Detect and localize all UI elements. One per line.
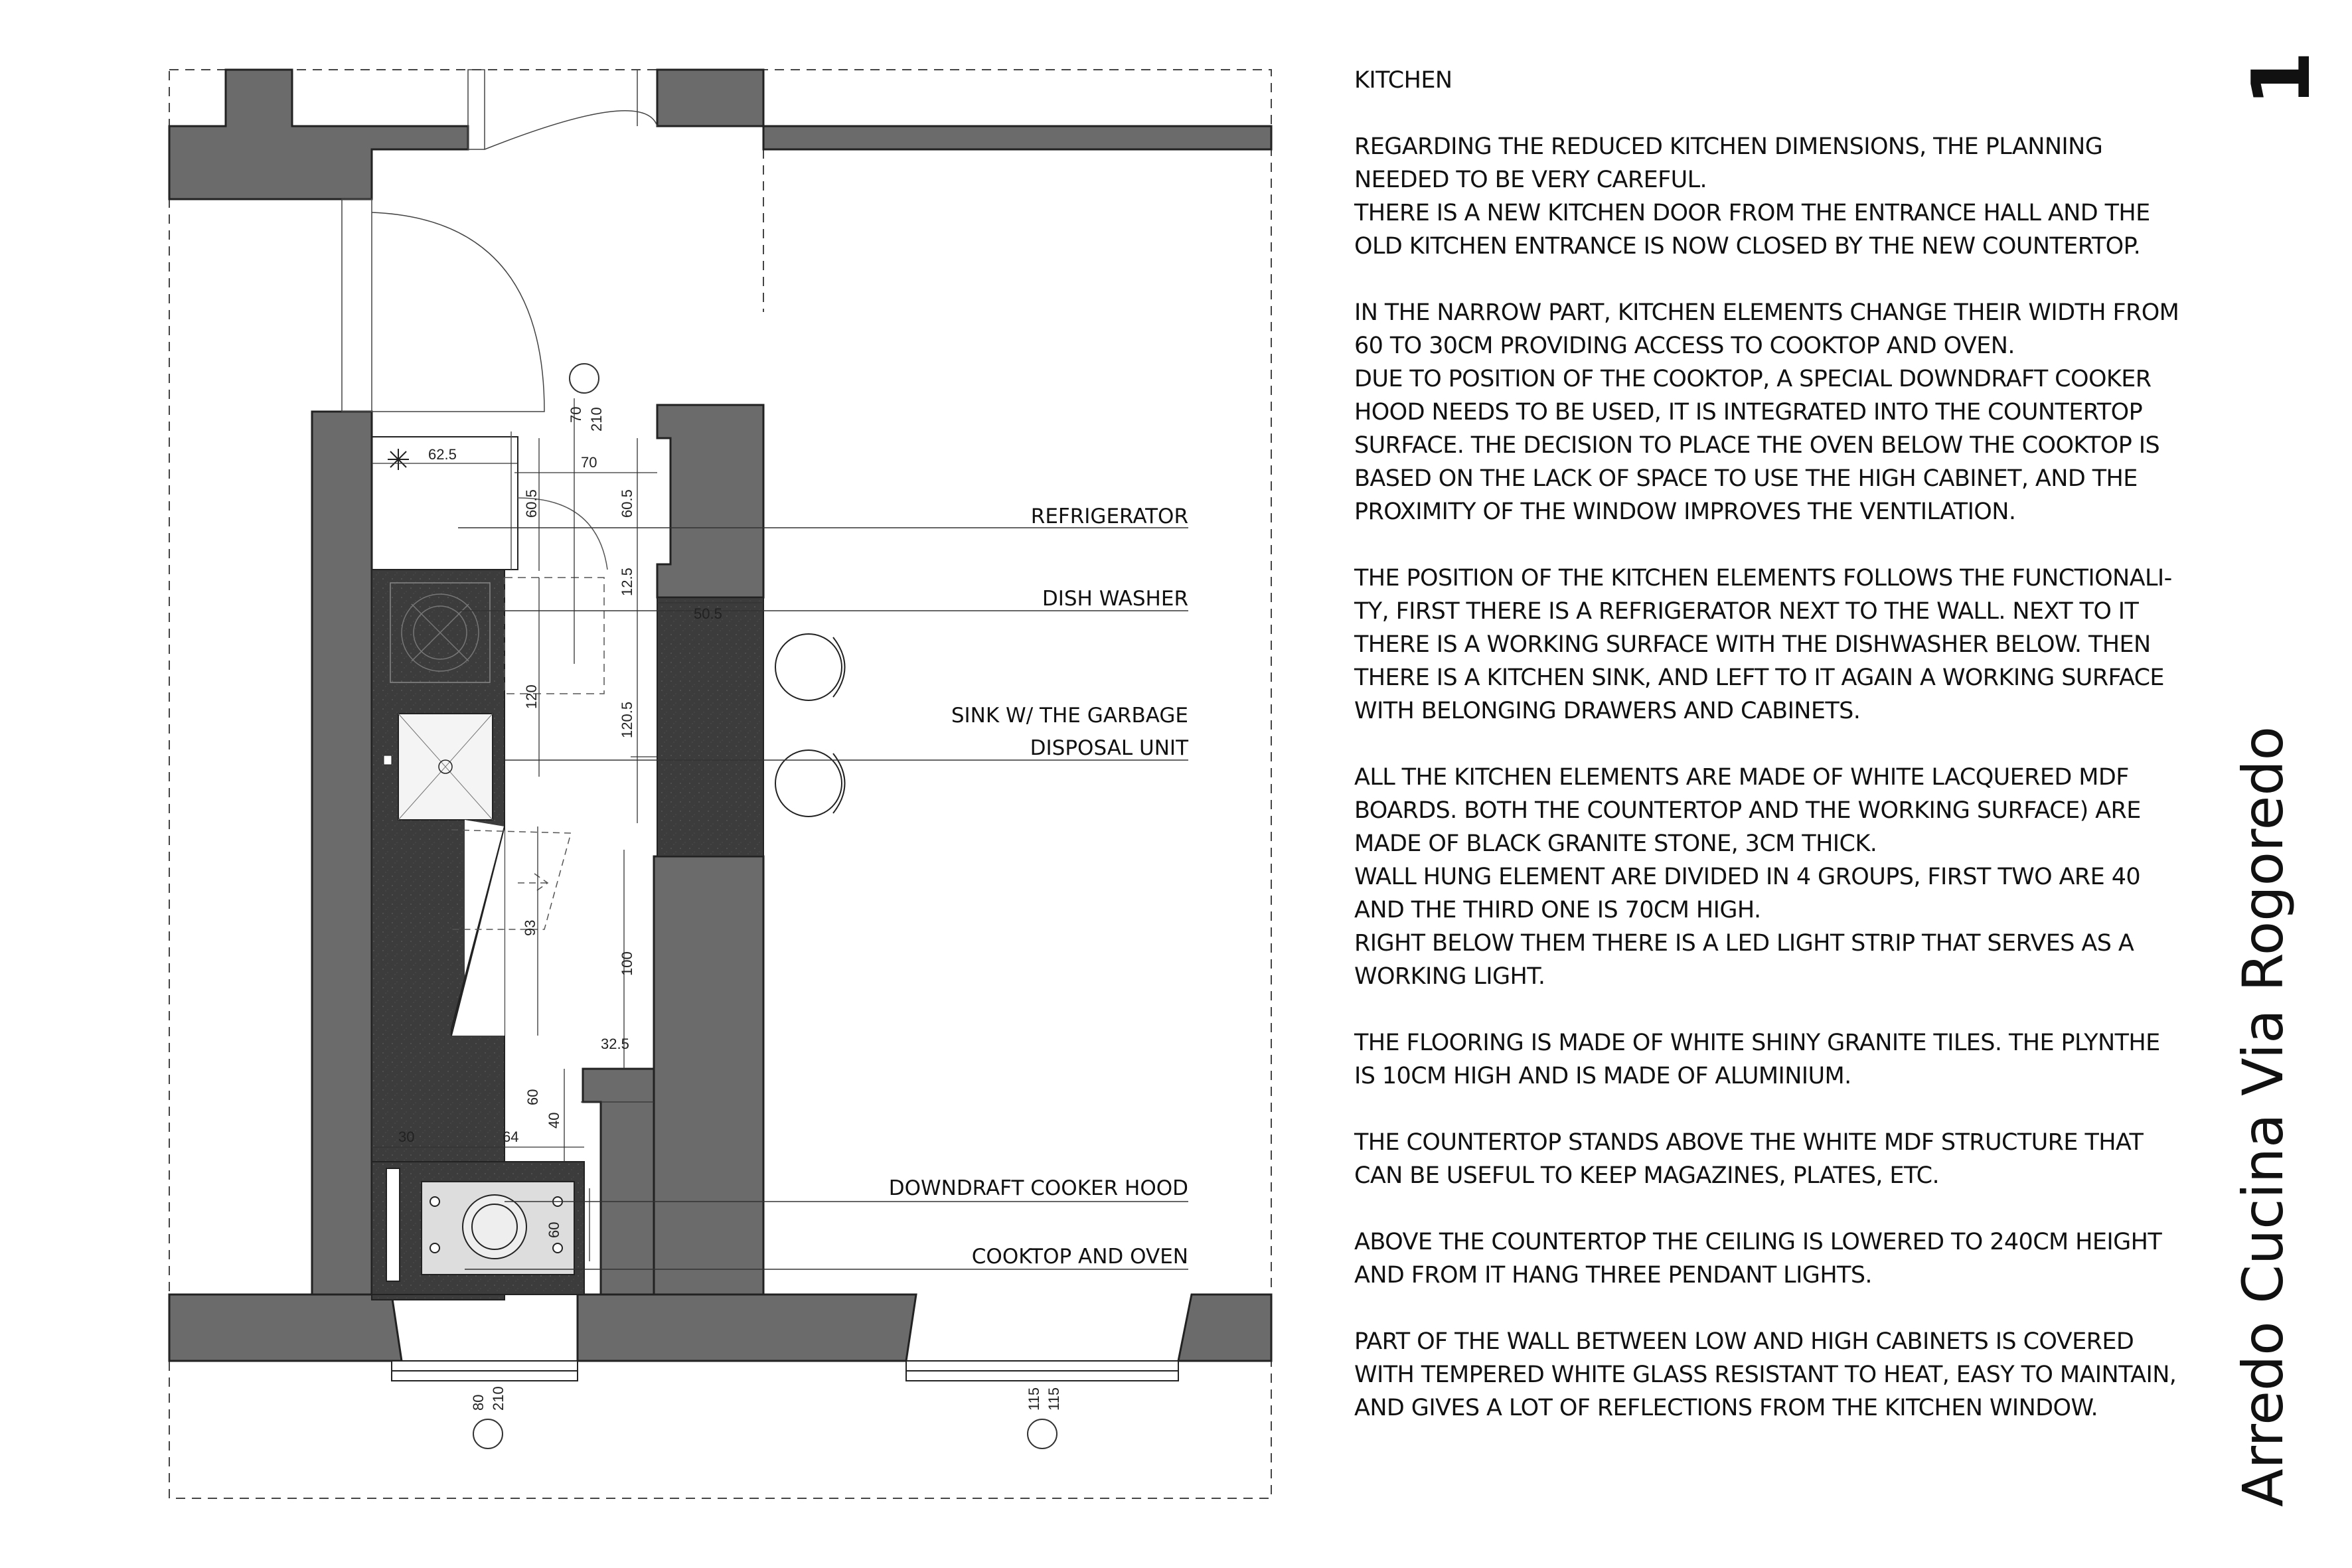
paragraph	[1354, 1126, 2231, 1192]
label-sink-line1: SINK W/ THE GARBAGE	[951, 704, 1188, 728]
refrigerator	[372, 431, 607, 570]
wall-bottom-left	[169, 1294, 402, 1361]
label-refrigerator: REFRIGERATOR	[1030, 505, 1188, 528]
paragraph-line: BOARDS. BOTH THE COUNTERTOP AND THE WORKING SURFACE) ARE	[1354, 797, 2141, 824]
ceiling-mark-icon	[388, 449, 409, 470]
dim-93: 93	[522, 919, 538, 936]
dim-50-5: 50.5	[694, 605, 722, 622]
wall-top-middle	[657, 70, 763, 126]
dim-60-cooktop: 60	[546, 1221, 562, 1238]
label-cooktop: COOKTOP AND OVEN	[971, 1245, 1188, 1269]
dim-60-5-right: 60.5	[619, 489, 635, 518]
wall-center-column-top	[657, 405, 763, 597]
dim-64: 64	[503, 1129, 519, 1145]
paragraph-line: IS 10CM HIGH AND IS MADE OF ALUMINIUM.	[1354, 1063, 1851, 1089]
paragraph-line: WORKING LIGHT.	[1354, 963, 1545, 990]
description-text-column	[1354, 64, 2231, 1458]
wall-top-right	[763, 126, 1271, 149]
paragraph-line: THE POSITION OF THE KITCHEN ELEMENTS FOLLOWS THE FUNCTIONALI-	[1354, 565, 2172, 591]
dim-30: 30	[398, 1129, 415, 1145]
paragraph-line: RIGHT BELOW THEM THERE IS A LED LIGHT STRIP THAT SERVES AS A	[1354, 930, 2134, 957]
window-right	[906, 1361, 1178, 1381]
section-heading: KITCHEN	[1354, 67, 1452, 94]
light-top	[570, 364, 599, 393]
label-dishwasher: DISH WASHER	[1042, 587, 1188, 611]
paragraph-line: HOOD NEEDS TO BE USED, IT IS INTEGRATED INTO THE COUNTERTOP	[1354, 399, 2143, 426]
paragraph	[1354, 1325, 2231, 1425]
dishwasher-dashed	[505, 578, 604, 694]
dim-70-horizontal: 70	[581, 454, 597, 471]
label-sink-line2: DISPOSAL UNIT	[1030, 736, 1188, 760]
paragraph-line: THERE IS A WORKING SURFACE WITH THE DISHWASHER BELOW. THEN	[1354, 631, 2151, 658]
dim-210-bottom: 210	[490, 1386, 507, 1411]
project-title: Arredo Cucina Via Rogoredo	[2231, 726, 2296, 1507]
dim-210-top: 210	[588, 407, 605, 431]
paragraph-line: THE FLOORING IS MADE OF WHITE SHINY GRANITE TILES. THE PLYNTHE	[1354, 1030, 2160, 1056]
paragraph-line: BASED ON THE LACK OF SPACE TO USE THE HIGH CABINET, AND THE	[1354, 465, 2138, 492]
light-window-left	[473, 1419, 503, 1449]
paragraph-line: REGARDING THE REDUCED KITCHEN DIMENSIONS, THE PLANNING	[1354, 133, 2103, 160]
paragraph-line: IN THE NARROW PART, KITCHEN ELEMENTS CHANGE THEIR WIDTH FROM	[1354, 299, 2179, 326]
paragraph-line: PART OF THE WALL BETWEEN LOW AND HIGH CABINETS IS COVERED	[1354, 1328, 2134, 1355]
paragraph-line: ALL THE KITCHEN ELEMENTS ARE MADE OF WHITE LACQUERED MDF	[1354, 764, 2129, 791]
window-left	[392, 1361, 578, 1381]
paragraph-line: OLD KITCHEN ENTRANCE IS NOW CLOSED BY THE NEW COUNTERTOP.	[1354, 233, 2141, 260]
paragraph-line: DUE TO POSITION OF THE COOKTOP, A SPECIAL DOWNDRAFT COOKER	[1354, 366, 2152, 392]
paragraph	[1354, 296, 2231, 528]
counter-right	[657, 597, 763, 856]
paragraph-line: 60 TO 30CM PROVIDING ACCESS TO COOKTOP AND OVEN.	[1354, 333, 2015, 359]
dim-60-left: 60	[524, 1089, 541, 1105]
paragraph-line: AND THE THIRD ONE IS 70CM HIGH.	[1354, 897, 1761, 923]
sheet-number: 1	[2236, 50, 2328, 106]
paragraph-line: WITH TEMPERED WHITE GLASS RESISTANT TO HEAT, EASY TO MAINTAIN,	[1354, 1362, 2177, 1388]
dim-120-5: 120.5	[619, 701, 635, 738]
dim-12-5: 12.5	[619, 568, 635, 596]
paragraph-line: AND GIVES A LOT OF REFLECTIONS FROM THE KITCHEN WINDOW.	[1354, 1395, 2098, 1421]
paragraph-line: THERE IS A KITCHEN SINK, AND LEFT TO IT AGAIN A WORKING SURFACE	[1354, 665, 2164, 691]
stools	[775, 634, 845, 817]
paragraph-line: PROXIMITY OF THE WINDOW IMPROVES THE VENTILATION.	[1354, 499, 2016, 525]
wall-bottom-middle	[578, 1294, 916, 1361]
dim-62-5: 62.5	[428, 446, 457, 463]
dim-115-b: 115	[1046, 1387, 1062, 1411]
dim-40: 40	[546, 1112, 562, 1129]
dim-120: 120	[523, 684, 540, 709]
paragraph-line: NEEDED TO BE VERY CAREFUL.	[1354, 167, 1707, 193]
paragraph-line: ABOVE THE COUNTERTOP THE CEILING IS LOWERED TO 240CM HEIGHT	[1354, 1229, 2162, 1255]
paragraph	[1354, 1026, 2231, 1093]
paragraph-line: SURFACE. THE DECISION TO PLACE THE OVEN BELOW THE COOKTOP IS	[1354, 432, 2160, 459]
wall-center-column-bottom	[654, 856, 763, 1294]
paragraph-line: THERE IS A NEW KITCHEN DOOR FROM THE ENTRANCE HALL AND THE	[1354, 200, 2150, 226]
paragraph-line: WITH BELONGING DRAWERS AND CABINETS.	[1354, 698, 1861, 724]
wall-bottom-right	[1178, 1294, 1271, 1361]
paragraph	[1354, 130, 2231, 263]
paragraph	[1354, 1225, 2231, 1292]
paragraph	[1354, 761, 2231, 993]
light-window-right	[1028, 1419, 1057, 1449]
dim-115-a: 115	[1026, 1387, 1042, 1411]
dim-80: 80	[470, 1394, 487, 1411]
dim-70-vertical: 70	[568, 406, 584, 423]
paragraph-line: THE COUNTERTOP STANDS ABOVE THE WHITE MDF STRUCTURE THAT	[1354, 1129, 2144, 1156]
paragraph-line: MADE OF BLACK GRANITE STONE, 3CM THICK.	[1354, 830, 1877, 857]
dim-100: 100	[619, 951, 635, 976]
wall-left-column	[312, 412, 372, 1294]
paragraph-line: WALL HUNG ELEMENT ARE DIVIDED IN 4 GROUPS, FIRST TWO ARE 40	[1354, 864, 2141, 890]
paragraph	[1354, 562, 2231, 728]
entrance-door	[342, 70, 657, 412]
dim-32-5: 32.5	[601, 1036, 629, 1052]
wall-stub	[583, 1069, 654, 1294]
dim-60-5-left: 60.5	[523, 489, 540, 518]
paragraph-line: AND FROM IT HANG THREE PENDANT LIGHTS.	[1354, 1262, 1872, 1289]
label-hood: DOWNDRAFT COOKER HOOD	[888, 1176, 1188, 1200]
wall-top-left	[169, 70, 468, 199]
paragraph-line: TY, FIRST THERE IS A REFRIGERATOR NEXT TO THE WALL. NEXT TO IT	[1354, 598, 2139, 625]
description-paragraphs	[1354, 130, 2231, 1425]
paragraph-line: CAN BE USEFUL TO KEEP MAGAZINES, PLATES, ETC.	[1354, 1162, 1939, 1189]
